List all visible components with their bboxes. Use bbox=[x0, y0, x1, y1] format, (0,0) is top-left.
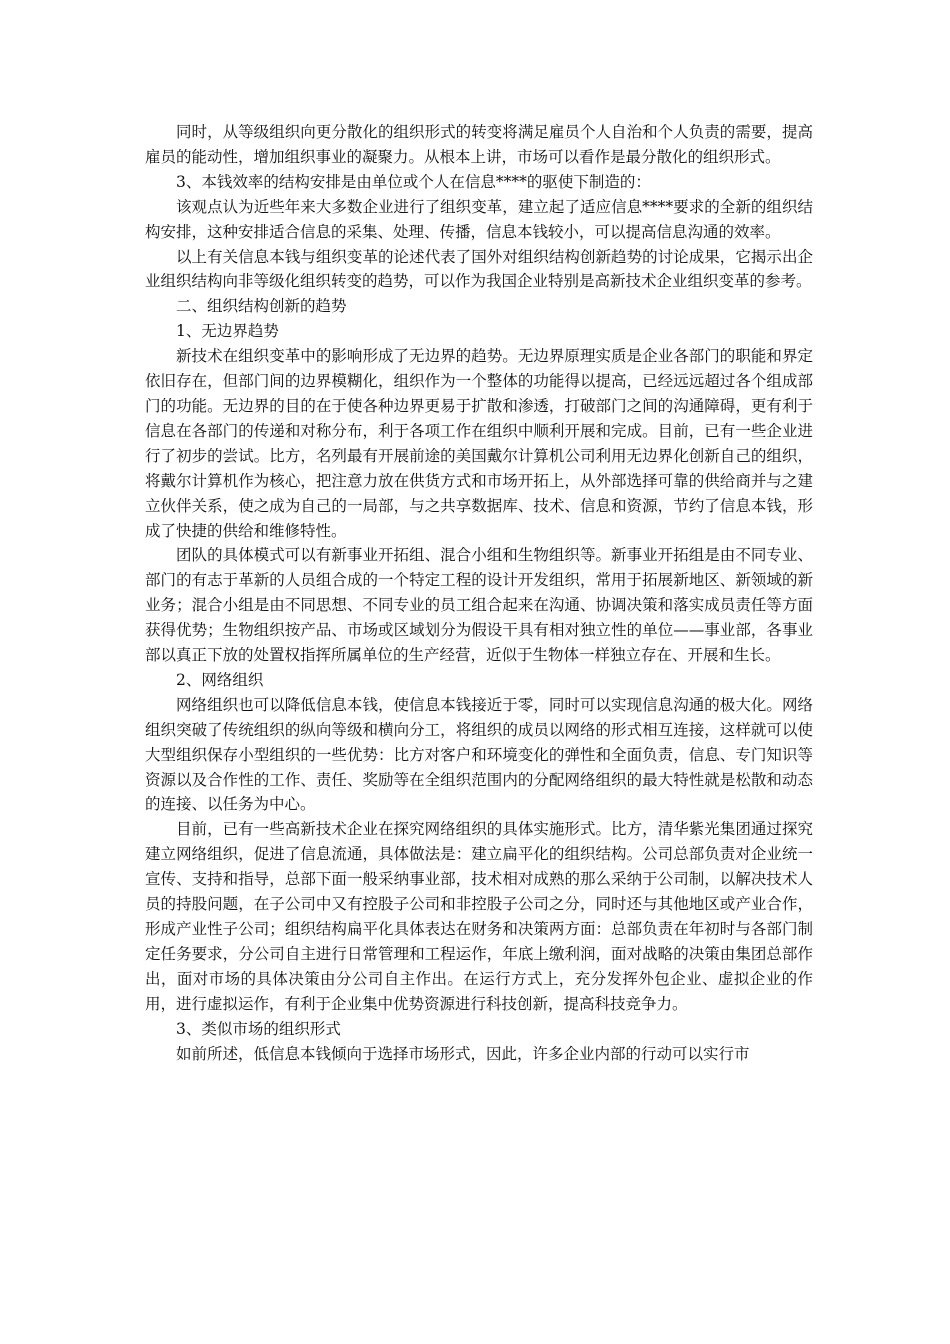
paragraph-network: 网络组织也可以降低信息本钱，使信息本钱接近于零，同时可以实现信息沟通的极大化。网络组织突破了传统组织的纵向等级和横向分工，将组织的成员以网络的形式相互连接，这样就可以使大型组织保存小型组织的一些优势：比方对客户和环境变化的弹性和全面负责，信息、专门知识等资源以及合作性的工作、责任、奖励等在全组织范围内的分配网络组织的最大特性就是松散和动态的连接、以任务为中心。 bbox=[145, 695, 813, 814]
document-page bbox=[145, 120, 813, 1066]
section-heading-trends: 二、组织结构创新的趋势 bbox=[176, 297, 347, 316]
subheading-market-like: 3、类似市场的组织形式 bbox=[176, 1019, 341, 1038]
paragraph-boundaryless: 新技术在组织变革中的影响形成了无边界的趋势。无边界原理实质是企业各部门的职能和界定依旧存在，但部门间的边界模糊化，组织作为一个整体的功能得以提高，已经远远超过各个组成部门的功能。无边界的目的在于使各种边界更易于扩散和渗透，打破部门之间的沟通障碍，更有利于信息在各部门的传递和对称分布，利于各项工作在组织中顺利开展和完成。目前，已有一些企业进行了初步的尝试。比方，名列最有开展前途的美国戴尔计算机公司利用无边界化创新自己的组织，将戴尔计算机作为核心，把注意力放在供货方式和市场开拓上，从外部选择可靠的供给商并与之建立伙伴关系，使之成为自己的一局部，与之共享数据库、技术、信息和资源，节约了信息本钱，形成了快捷的供给和维修特性。 bbox=[145, 347, 813, 540]
heading-cost-efficiency: 3、本钱效率的结构安排是由单位或个人在信息****的驱使下制造的： bbox=[176, 172, 651, 191]
paragraph-summary: 以上有关信息本钱与组织变革的论述代表了国外对组织结构创新趋势的讨论成果，它揭示出企业组织结构向非等级化组织转变的趋势，可以作为我国企业特别是高新技术企业组织变革的参考。 bbox=[145, 247, 813, 291]
subheading-network: 2、网络组织 bbox=[176, 670, 264, 689]
paragraph-viewpoint: 该观点认为近些年来大多数企业进行了组织变革，建立起了适应信息****要求的全新的组织结构安排，这种安排适合信息的采集、处理、传播，信息本钱较小，可以提高信息沟通的效率。 bbox=[145, 197, 813, 241]
paragraph-network-example: 目前，已有一些高新技术企业在探究网络组织的具体实施形式。比方，清华紫光集团通过探究建立网络组织，促进了信息流通，具体做法是：建立扁平化的组织结构。公司总部负责对企业统一宣传、支持和指导，总部下面一般采纳事业部，技术相对成熟的那么采纳于公司制，以解决技术人员的持股问题，在子公司中又有控股子公司和非控股子公司之分，同时还与其他地区或产业合作，形成产业性子公司；组织结构扁平化具体表达在财务和决策两方面：总部负责在年初时与各部门制定任务要求，分公司自主进行日常管理和工程运作，年底上缴利润，面对战略的决策由集团总部作出，面对市场的具体决策由分公司自主作出。在运行方式上，充分发挥外包企业、虚拟企业的作用，进行虚拟运作，有利于企业集中优势资源进行科技创新，提高科技竞争力。 bbox=[145, 820, 813, 1013]
paragraph-team-modes: 团队的具体模式可以有新事业开拓组、混合小组和生物组织等。新事业开拓组是由不同专业、部门的有志于革新的人员组合成的一个特定工程的设计开发组织，常用于拓展新地区、新领域的新业务；混合小组是由不同思想、不同专业的员工组合起来在沟通、协调决策和落实成员责任等方面获得优势；生物组织按产品、市场或区域划分为假设干具有相对独立性的单位——事业部，各事业部以真正下放的处置权指挥所属单位的生产经营，近似于生物体一样独立存在、开展和生长。 bbox=[145, 546, 813, 665]
subheading-boundaryless: 1、无边界趋势 bbox=[176, 322, 279, 341]
paragraph-decentralization: 同时，从等级组织向更分散化的组织形式的转变将满足雇员个人自治和个人负责的需要，提高雇员的能动性，增加组织事业的凝聚力。从根本上讲，市场可以看作是最分散化的组织形式。 bbox=[145, 123, 813, 166]
paragraph-market-like: 如前所述，低信息本钱倾向于选择市场形式，因此，许多企业内部的行动可以实行市 bbox=[176, 1044, 750, 1063]
